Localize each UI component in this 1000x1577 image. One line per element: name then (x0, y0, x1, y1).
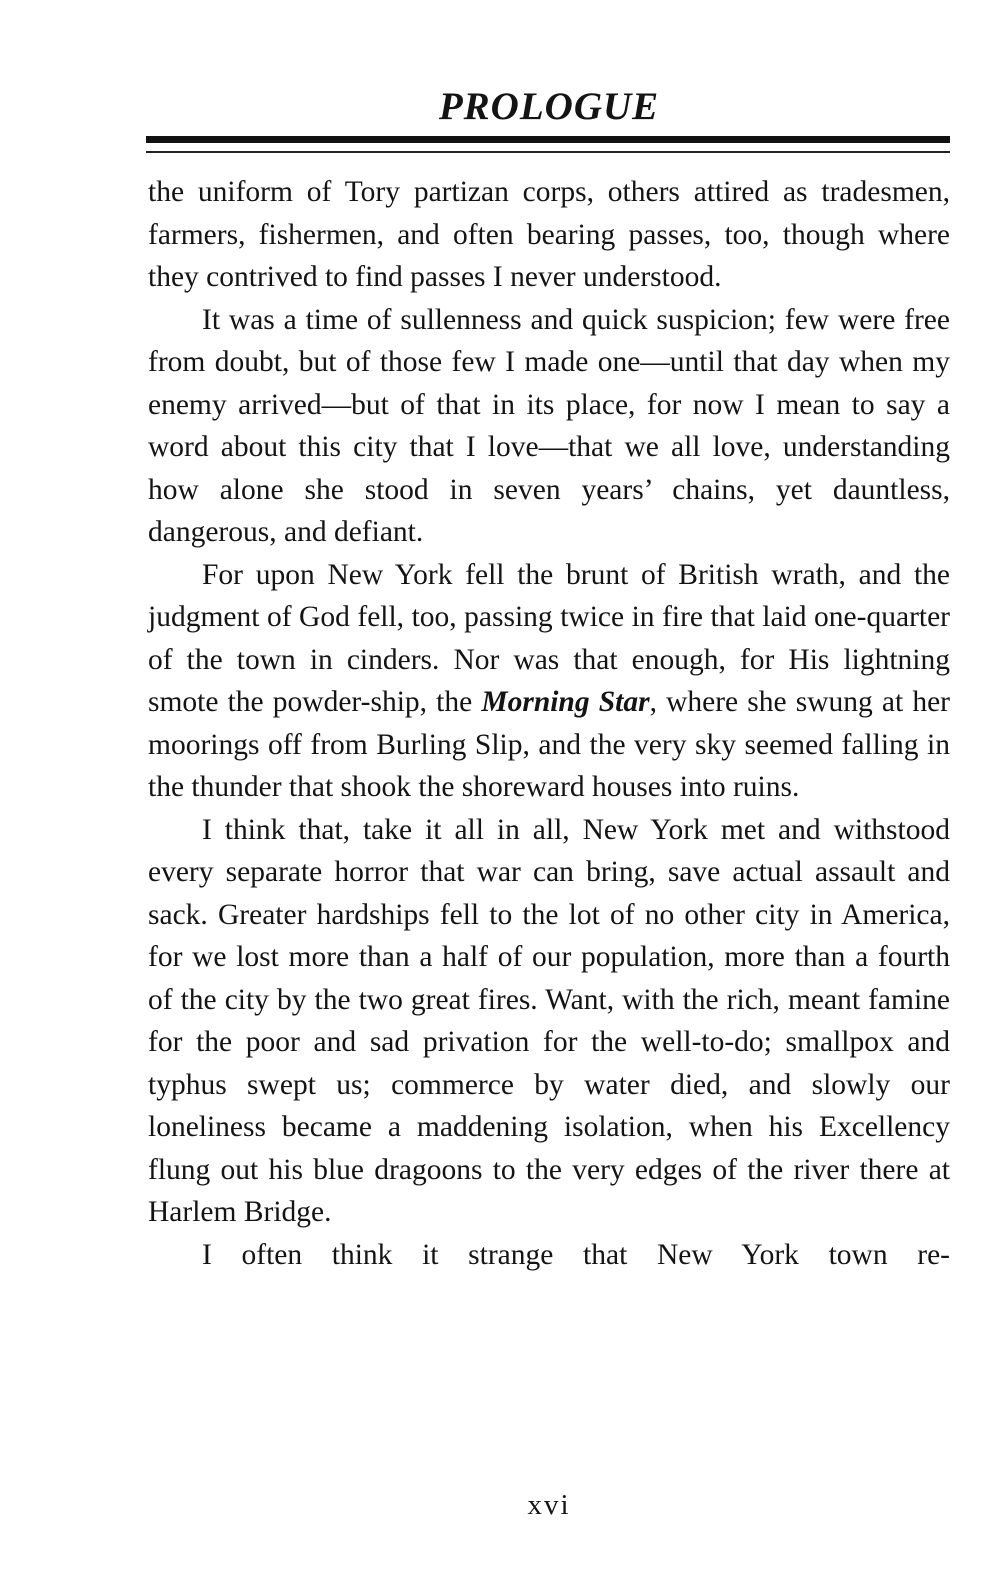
paragraph (148, 554, 950, 809)
paragraph: I think that, take it all in all, New York met and withstood every separate horror that war can bring, save actual assault and sack. Greater hardships fell to the lot of no other city in America, for we lost more than a half of our population, more than a fourth of the city by the two great fires. Want, with the rich, meant famine for the poor and sad privation for the well-to-do; smallpox and typhus swept us; commerce by water died, and slowly our loneliness became a maddening isolation, when his Excellency flung out his blue dragoons to the very edges of the river there at Harlem Bridge. (148, 813, 950, 1228)
body-text (148, 171, 950, 1276)
paragraph-text: , where she swung at her moorings off from Burling Slip, and the very sky seemed falling in the thunder that shook the shoreward houses into ruins. (148, 686, 950, 803)
paragraph-continued: the uniform of Tory partizan corps, others attired as tradesmen, farmers, fishermen, and often bearing passes, too, though where they contrived to find passes I never understood. (148, 176, 950, 293)
running-title: PROLOGUE (438, 85, 660, 128)
paragraph-continues: I often think it strange that New York town re- (202, 1238, 950, 1271)
header-rule-thin (146, 151, 950, 153)
paragraph-text: For upon New York fell the brunt of British wrath, and the judgment of God fell, too, passing twice in fire that laid one-quarter of the town in cinders. Nor was that enough, for His lightning smote the powder-ship, the (148, 558, 950, 718)
header-rule-thick (146, 136, 950, 143)
paragraph: It was a time of sullenness and quick suspicion; few were free from doubt, but of those few I made one—until that day when my enemy arrived—but of that in its place, for now I mean to say a word about this city that I love—that we all love, understanding how alone she stood in seven years’ chains, yet dauntless, dangerous, and defiant. (148, 303, 950, 548)
page-number: xvi (527, 1489, 571, 1521)
ship-name: Morning Star (481, 686, 650, 718)
